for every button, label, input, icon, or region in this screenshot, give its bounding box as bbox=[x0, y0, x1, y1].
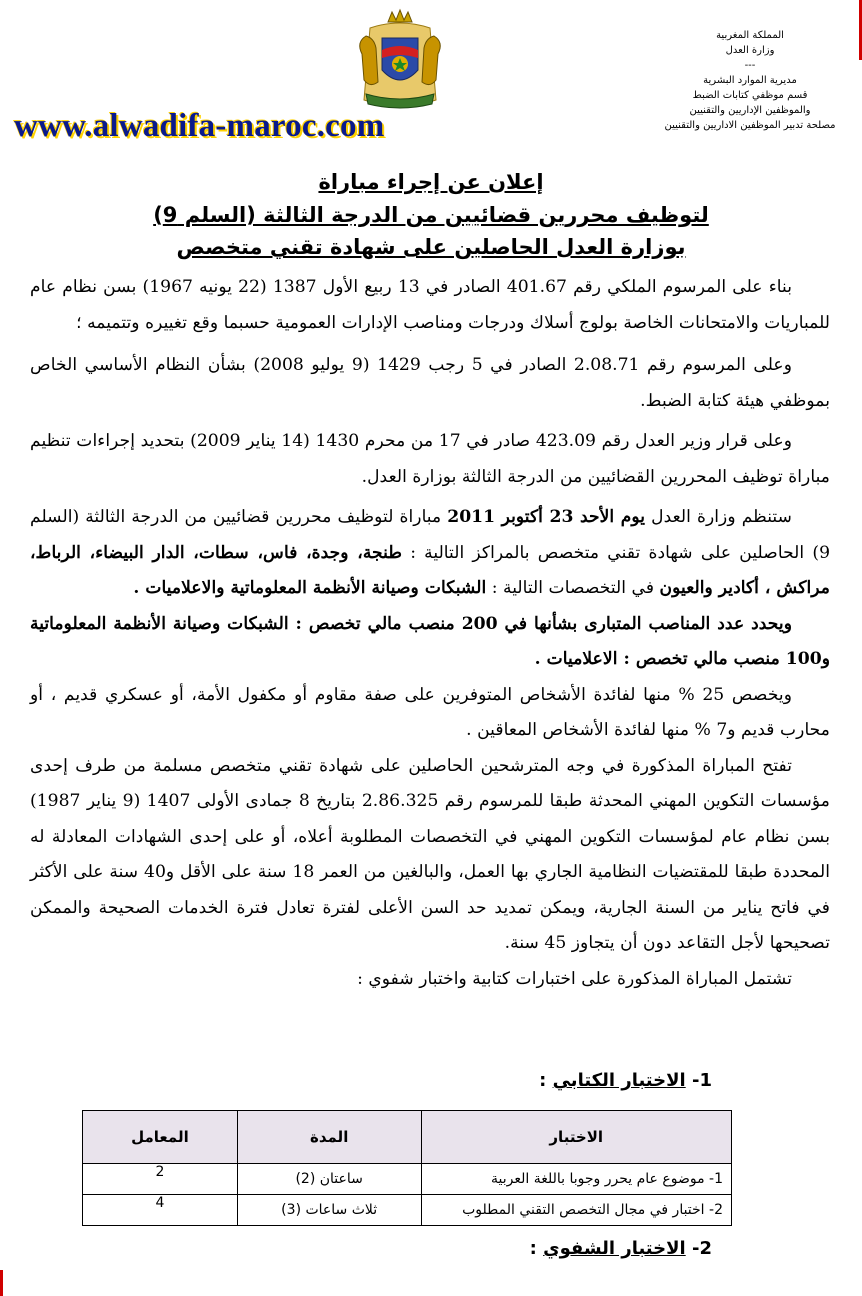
exam-date: يوم الأحد 23 أكتوبر 2011 bbox=[447, 507, 646, 527]
column-header-coefficient: المعامل bbox=[83, 1111, 238, 1164]
written-exam-table bbox=[82, 1110, 732, 1226]
table-cell-duration: ساعتان (2) bbox=[237, 1164, 421, 1195]
paragraph-exam-details bbox=[30, 500, 830, 607]
oral-exam-label: الاختبار الشفوي bbox=[543, 1238, 686, 1259]
header-line: المملكة المغربية bbox=[716, 30, 784, 41]
table-row bbox=[83, 1164, 732, 1195]
paragraph-quota: ويخصص 25 % منها لفائدة الأشخاص المتوفرين على صفة مقاوم أو مكفول الأمة، أو عسكري قديم ، أو محارب قديم و7 % منها لفائدة الأشخاص المعاقين . bbox=[30, 684, 830, 740]
oral-exam-number: 2- bbox=[691, 1238, 712, 1259]
paragraph-eligibility: تفتح المباراة المذكورة في وجه المترشحين الحاصلين على شهادة تقني متخصص مسلمة من طرف إحدى مؤسسات التكوين المهني المحدثة طبقا للمرسوم رقم 2.86.325 بتاريخ 8 جمادى الأولى 1407 (9 يناير 1987) بسن نظام عام لمؤسسات التكوين المهني في التخصصات المطلوبة أعلاه، أو على إحدى الشهادات المعادلة له المحددة طبقا للمقتضيات النظامية الجاري بها العمل، والبالغين من العمر 18 سنة على الأقل و40 سنة على الأكثر في فاتح يناير من السنة الجارية، ويمكن تمديد حد السن الأعلى لفترة تعادل فترة الخدمات الصحيحة والممكن تصحيحها لأجل التقاعد دون أن يتجاوز 45 سنة. bbox=[30, 755, 830, 953]
ministry-header bbox=[640, 28, 860, 133]
written-exam-number: 1- bbox=[691, 1070, 712, 1091]
paragraph-decree-2008: وعلى المرسوم رقم 2.08.71 الصادر في 5 رجب 1429 (9 يوليو 2008) بشأن النظام الأساسي الخاص بموظفي هيئة كتابة الضبط. bbox=[30, 355, 830, 411]
table-header-row bbox=[83, 1111, 732, 1164]
column-header-duration: المدة bbox=[237, 1111, 421, 1164]
website-watermark: www.alwadifa-maroc.com bbox=[14, 108, 385, 144]
paragraph-ministerial-order: وعلى قرار وزير العدل رقم 423.09 صادر في 17 من محرم 1430 (14 يناير 2009) بتحديد إجراءات تنظيم مباراة توظيف المحررين القضائيين من الدرجة الثالثة بوزارة العدل. bbox=[30, 431, 830, 487]
header-line: وزارة العدل bbox=[725, 45, 775, 56]
table-cell-test: 1- موضوع عام يحرر وجوبا باللغة العربية bbox=[421, 1164, 732, 1195]
paragraph-positions: ويحدد عدد المناصب المتبارى بشأنها في 200 منصب مالي تخصص : الشبكات وصيانة الأنظمة المعلوماتية و100 منصب مالي تخصص : الاعلاميات . bbox=[30, 613, 830, 669]
table-cell-duration: ثلاث ساعات (3) bbox=[237, 1195, 421, 1226]
header-line: مصلحة تدبير الموظفين الاداريين والتقنيين bbox=[664, 120, 836, 131]
oral-exam-heading: 2- الاختبار الشفوي : bbox=[529, 1238, 712, 1259]
table-row bbox=[83, 1195, 732, 1226]
exam-organizer: ستنظم وزارة العدل bbox=[651, 507, 793, 527]
announcement-title: إعلان عن إجراء مباراة bbox=[318, 170, 544, 194]
table-cell-test: 2- اختبار في مجال التخصص التقني المطلوب bbox=[421, 1195, 732, 1226]
column-header-test: الاختبار bbox=[421, 1111, 732, 1164]
header-line: والموظفين الإداريين والتقنيين bbox=[689, 105, 811, 116]
announcement-subtitle-2: بوزارة العدل الحاصلين على شهادة تقني متخصص bbox=[176, 235, 686, 259]
edge-mark-bottom bbox=[0, 1270, 3, 1296]
exam-specialties: الشبكات وصيانة الأنظمة المعلوماتية والاعلاميات . bbox=[133, 578, 487, 598]
coat-of-arms-icon bbox=[352, 8, 448, 112]
paragraph-decree: بناء على المرسوم الملكي رقم 401.67 الصادر في 13 ربيع الأول 1387 (22 يونيه 1967) بسن نظام عام للمباريات والامتحانات الخاصة بولوج أسلاك ودرجات ومناصب الإدارات العمومية حسبما وقع تغييره وتتميمه ؛ bbox=[30, 277, 830, 333]
exam-description: مباراة لتوظيف محررين قضائيين من الدرجة الثالثة (السلم 9) الحاصلين على شهادة تقني متخصص بالمراكز التالية : bbox=[30, 507, 830, 563]
header-line: --- bbox=[744, 60, 756, 71]
table-cell-coefficient: 4 bbox=[83, 1195, 238, 1226]
table-cell-coefficient: 2 bbox=[83, 1164, 238, 1195]
header-line: مديرية الموارد البشرية bbox=[703, 75, 797, 86]
exam-centers: طنجة، وجدة، فاس، سطات، الدار البيضاء، الرباط، مراكش ، أكادير والعيون bbox=[30, 542, 830, 598]
header-line: قسم موظفي كتابات الضبط bbox=[692, 90, 808, 101]
written-exam-label: الاختبار الكتابي bbox=[552, 1070, 686, 1091]
announcement-subtitle: لتوظيف محررين قضائيين من الدرجة الثالثة (السلم 9) bbox=[153, 203, 709, 227]
written-exam-heading: 1- الاختبار الكتابي : bbox=[539, 1070, 712, 1091]
paragraph-exam-structure: تشتمل المباراة المذكورة على اختبارات كتابية واختبار شفوي : bbox=[357, 968, 792, 989]
announcement-body bbox=[30, 270, 830, 997]
exam-specialties-intro: في التخصصات التالية : bbox=[491, 578, 655, 598]
